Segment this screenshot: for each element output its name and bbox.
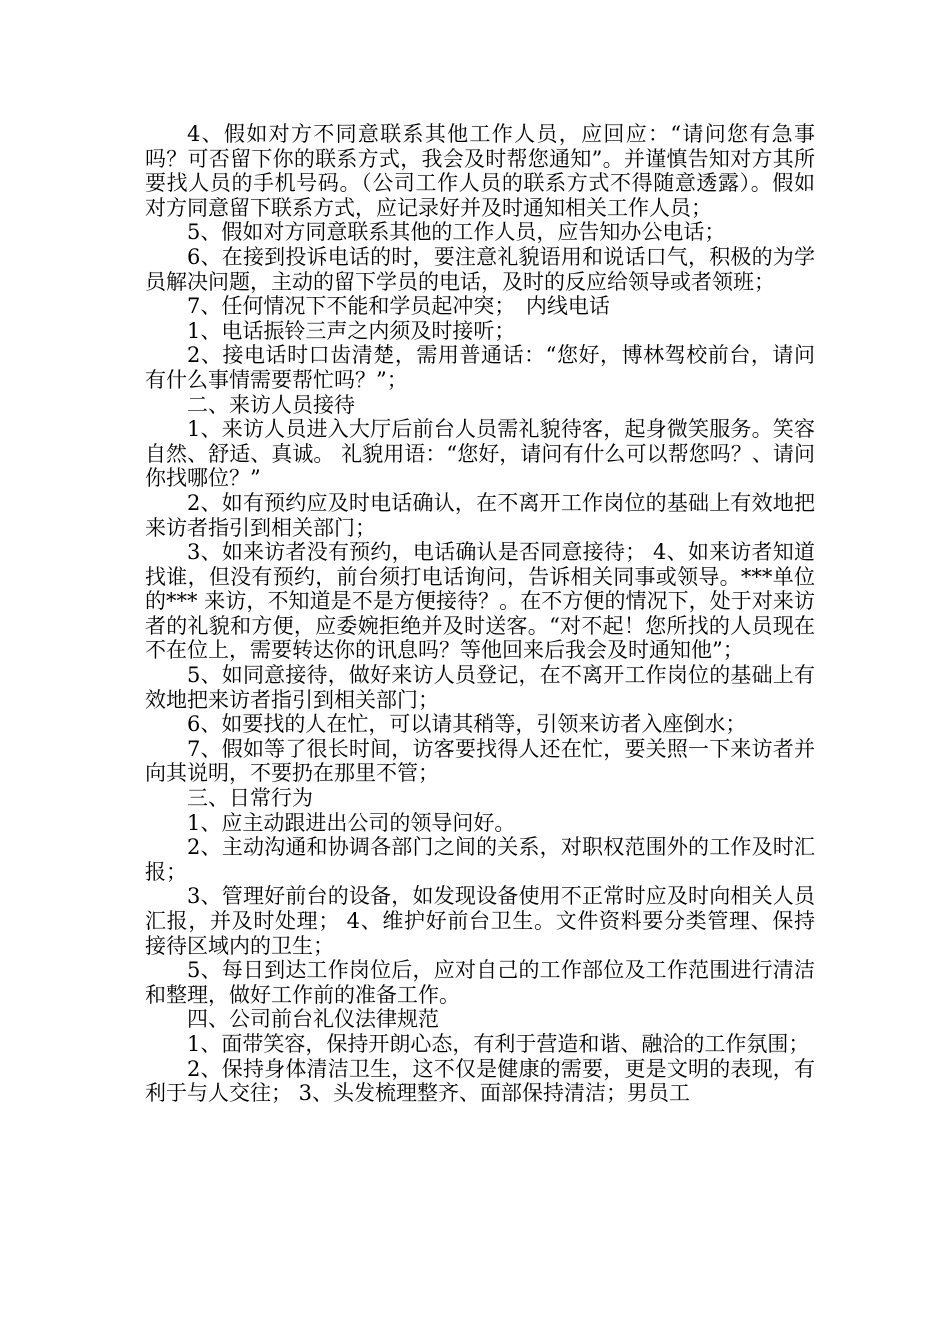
paragraph-phone-7: 7、任何情况下不能和学员起冲突； 内线电话 (187, 294, 610, 319)
paragraph-etiquette-2-3: 2、保持身体清洁卫生，这不仅是健康的需要，更是文明的表现，有利于与人交往； 3、头发梳理整齐、面部保持清洁；男员工 (145, 1056, 815, 1106)
paragraph-visitor-5: 5、如同意接待，做好来访人员登记，在不离开工作岗位的基础上有效地把来访者指引到相关部门； (145, 663, 815, 712)
document-body (145, 122, 815, 1106)
paragraph-internal-2: 2、接电话时口齿清楚，需用普通话：“您好，博林驾校前台，请问有什么事情需要帮忙吗？”； (145, 343, 815, 392)
paragraph-daily-5: 5、每日到达工作岗位后，应对自己的工作部位及工作范围进行清洁和整理，做好工作前的准备工作。 (145, 958, 815, 1007)
section-heading-etiquette: 四、公司前台礼仪法律规范 (187, 1007, 439, 1032)
section-heading-visitor-reception: 二、来访人员接待 (187, 392, 355, 417)
paragraph-etiquette-1: 1、面带笑容，保持开朗心态，有利于营造和谐、融洽的工作氛围； (187, 1031, 810, 1056)
paragraph-visitor-3-4: 3、如来访者没有预约，电话确认是否同意接待； 4、如来访者知道找谁，但没有预约，前台须打电话询问，告诉相关同事或领导。***单位的*** 来访，不知道是不是方便接待？。在不方便的情况下，处于对来访者的礼貌和方便，应委婉拒绝并及时送客。“对不起！您所找的人员现在不在位上，需要转达你的讯息吗？等他回来后我会及时通知他”； (145, 540, 815, 663)
paragraph-visitor-2: 2、如有预约应及时电话确认，在不离开工作岗位的基础上有效地把来访者指引到相关部门； (145, 490, 815, 540)
paragraph-visitor-7: 7、假如等了很长时间，访客要找得人还在忙，要关照一下来访者并向其说明，不要扔在那里不管； (145, 736, 815, 786)
paragraph-daily-2: 2、主动沟通和协调各部门之间的关系，对职权范围外的工作及时汇报； (145, 835, 815, 884)
paragraph-phone-4: 4、假如对方不同意联系其他工作人员，应回应：“请问您有急事吗？可否留下你的联系方式，我会及时帮您通知”。并谨慎告知对方其所要找人员的手机号码。（公司工作人员的联系方式不得随意透露）。假如对方同意留下联系方式，应记录好并及时通知相关工作人员； (145, 122, 815, 220)
paragraph-phone-5: 5、假如对方同意联系其他的工作人员，应告知办公电话； (187, 220, 726, 245)
paragraph-daily-3-4: 3、管理好前台的设备，如发现设备使用不正常时应及时向相关人员汇报，并及时处理； 4、维护好前台卫生。文件资料要分类管理、保持接待区域内的卫生； (145, 884, 815, 958)
paragraph-internal-1: 1、电话振铃三声之内须及时接听； (187, 318, 516, 343)
paragraph-phone-6: 6、在接到投诉电话的时，要注意礼貌语用和说话口气，积极的为学员解决问题，主动的留下学员的电话，及时的反应给领导或者领班； (145, 244, 815, 294)
paragraph-visitor-1: 1、来访人员进入大厅后前台人员需礼貌待客，起身微笑服务。笑容自然、舒适、真诚。 礼貌用语：“您好，请问有什么可以帮您吗？、请问你找哪位？” (145, 417, 815, 491)
section-heading-daily-conduct: 三、日常行为 (187, 786, 313, 811)
paragraph-daily-1: 1、应主动跟进出公司的领导问好。 (187, 810, 516, 835)
paragraph-visitor-6: 6、如要找的人在忙，可以请其稍等，引领来访者入座倒水； (187, 712, 747, 737)
